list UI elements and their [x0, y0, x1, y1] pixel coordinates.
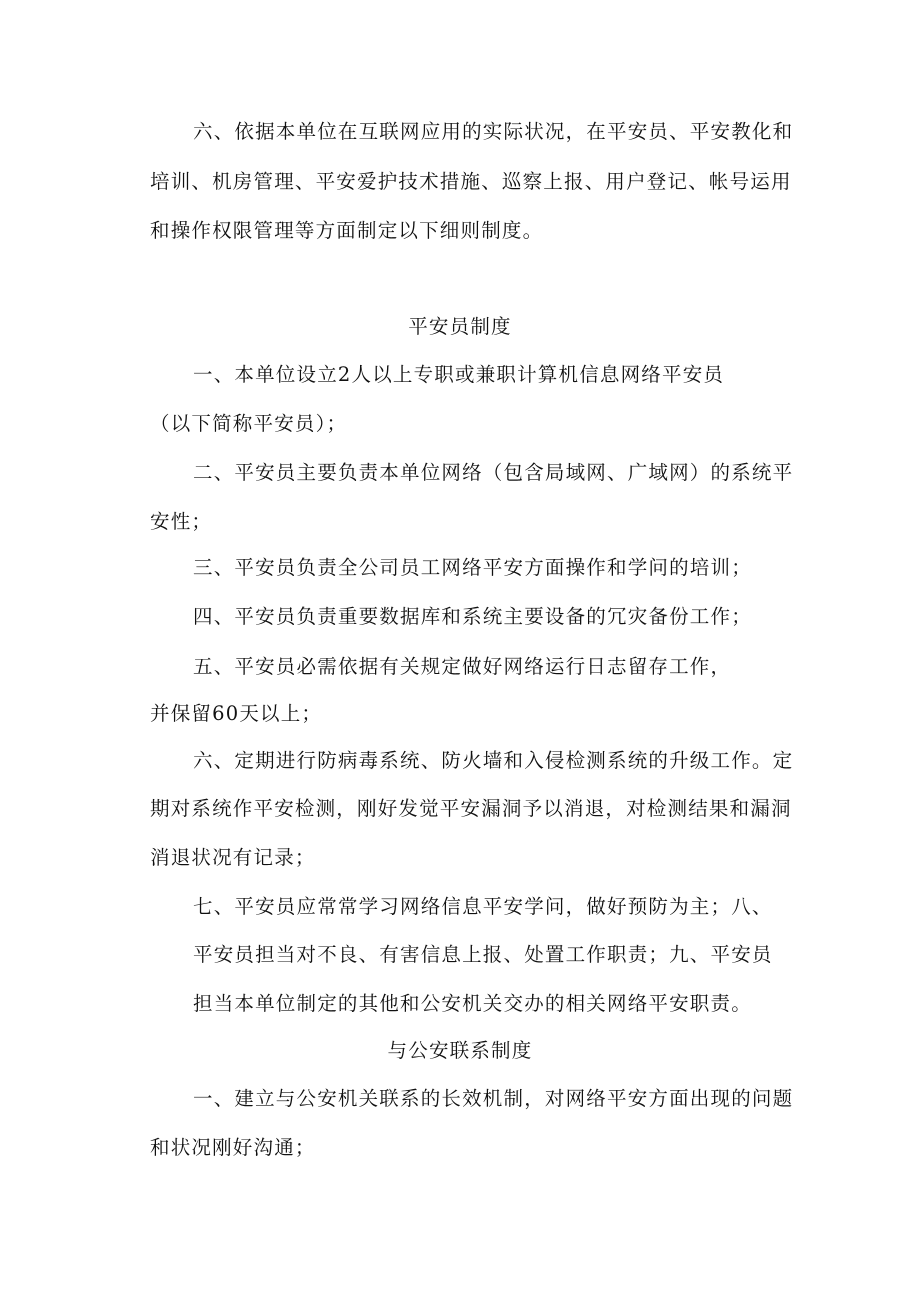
section1-line-6: 四、平安员负责重要数据库和系统主要设备的冗灾备份工作； — [193, 605, 752, 628]
section1-line-1: 一、本单位设立2人以上专职或兼职计算机信息网络平安员 — [193, 363, 725, 386]
section1-line-3: 二、平安员主要负责本单位网络（包含局域网、广域网）的系统平 — [193, 461, 794, 484]
section2-line-2: 和状况刚好沟通； — [150, 1136, 316, 1159]
section1-line-11: 消退状况有记录； — [150, 846, 316, 869]
section1-line-14: 担当本单位制定的其他和公安机关交办的相关网络平安职责。 — [193, 992, 752, 1015]
intro-line-3: 和操作权限管理等方面制定以下细则制度。 — [150, 219, 544, 242]
intro-line-2: 培训、机房管理、平安爱护技术措施、巡察上报、用户登记、帐号运用 — [150, 170, 792, 193]
section1-line-5: 三、平安员负责全公司员工网络平安方面操作和学问的培训； — [193, 556, 752, 579]
section1-line-13: 平安员担当对不良、有害信息上报、处置工作职责；九、平安员 — [193, 943, 773, 966]
section1-line-2: （以下简称平安员）； — [150, 412, 348, 435]
section-title-security-officer: 平安员制度 — [408, 315, 512, 338]
section1-line-12: 七、平安员应常常学习网络信息平安学问，做好预防为主；八、 — [193, 895, 773, 918]
section1-line-8: 并保留60天以上； — [150, 702, 323, 725]
section-title-police-liaison: 与公安联系制度 — [387, 1039, 533, 1062]
section1-line-4: 安性； — [150, 510, 213, 533]
section1-line-7: 五、平安员必需依据有关规定做好网络运行日志留存工作， — [193, 655, 732, 678]
intro-line-1: 六、依据本单位在互联网应用的实际状况，在平安员、平安教化和 — [193, 120, 794, 143]
section1-line-10: 期对系统作平安检测，刚好发觉平安漏洞予以消退，对检测结果和漏洞 — [150, 797, 792, 820]
section2-line-1: 一、建立与公安机关联系的长效机制，对网络平安方面出现的问题 — [193, 1087, 794, 1110]
section1-line-9: 六、定期进行防病毒系统、防火墙和入侵检测系统的升级工作。定 — [193, 749, 794, 772]
